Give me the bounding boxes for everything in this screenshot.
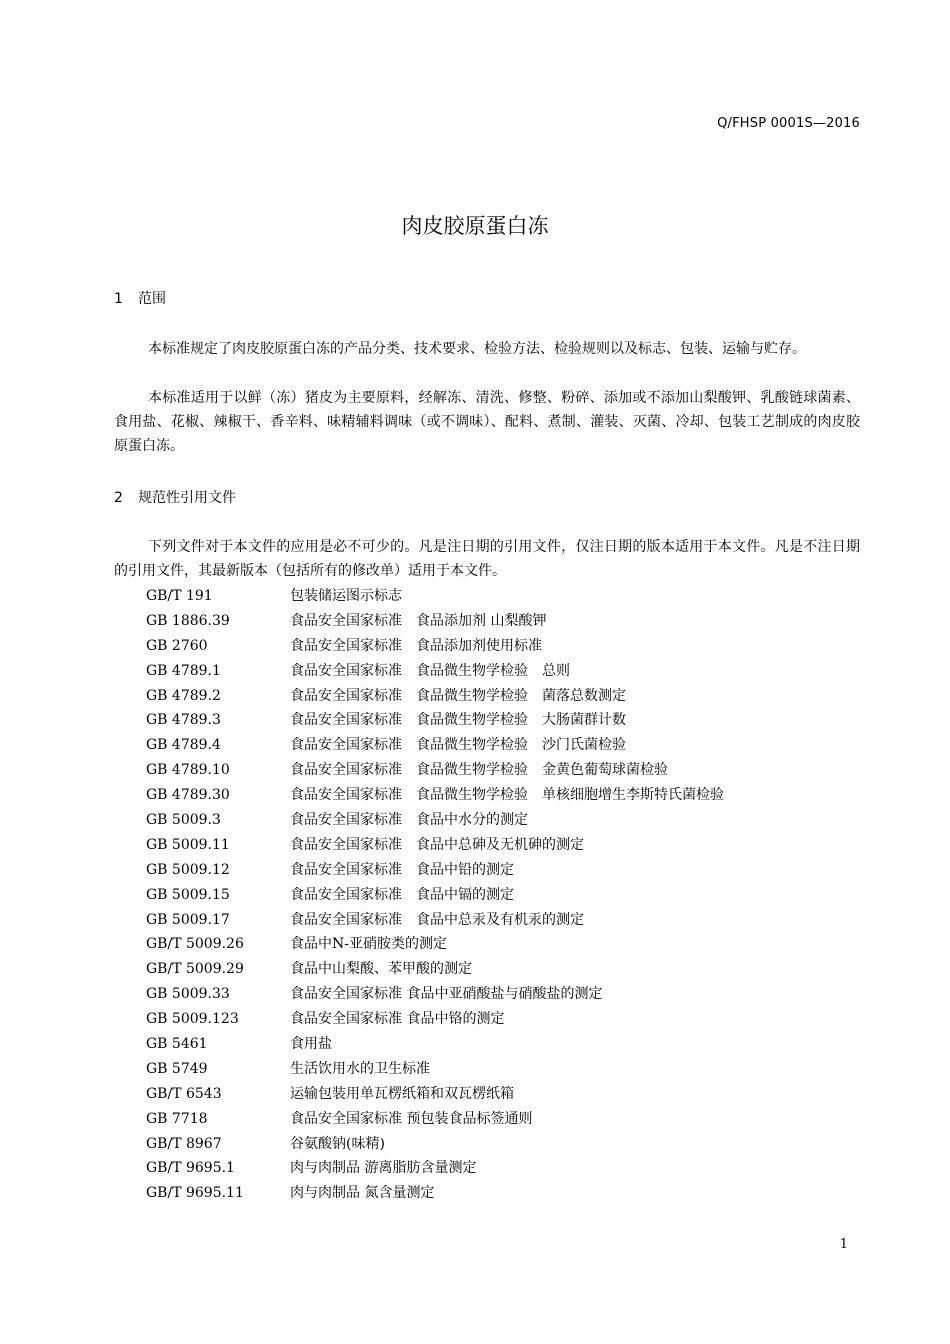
section-title: 范围 <box>138 291 166 307</box>
reference-title: 食品中山梨酸、苯甲酸的测定 <box>290 961 472 978</box>
reference-code: GB/T 6543 <box>146 1085 222 1102</box>
reference-row <box>146 808 724 833</box>
reference-code: GB 5009.123 <box>146 1011 239 1028</box>
reference-row <box>146 758 724 783</box>
reference-row <box>146 1057 724 1082</box>
reference-title: 食品安全国家标准 食品中总汞及有机汞的测定 <box>290 911 584 928</box>
reference-code: GB 4789.4 <box>146 737 221 754</box>
reference-row <box>146 1156 724 1181</box>
reference-code: GB 5009.3 <box>146 812 221 829</box>
reference-list <box>146 584 724 1206</box>
reference-code: GB/T 9695.1 <box>146 1160 235 1177</box>
reference-title: 食品安全国家标准 食品添加剂 山梨酸钾 <box>290 612 547 629</box>
reference-code: GB/T 5009.26 <box>146 936 244 953</box>
reference-row <box>146 1032 724 1057</box>
reference-title: 食品安全国家标准 预包装食品标签通则 <box>290 1110 533 1127</box>
reference-row <box>146 708 724 733</box>
reference-row <box>146 957 724 982</box>
reference-row <box>146 1181 724 1206</box>
reference-title: 食品安全国家标准 食品微生物学检验 菌落总数测定 <box>290 687 626 704</box>
reference-code: GB/T 9695.11 <box>146 1185 244 1202</box>
reference-row <box>146 659 724 684</box>
reference-code: GB 4789.2 <box>146 687 221 704</box>
reference-title: 食品中N-亚硝胺类的测定 <box>290 936 447 953</box>
reference-code: GB 5009.17 <box>146 911 230 928</box>
reference-row <box>146 908 724 933</box>
reference-title: 食品安全国家标准 食品微生物学检验 大肠菌群计数 <box>290 712 626 729</box>
reference-code: GB 5461 <box>146 1036 208 1053</box>
reference-title: 肉与肉制品 游离脂肪含量测定 <box>290 1160 477 1177</box>
reference-title: 生活饮用水的卫生标准 <box>290 1060 430 1077</box>
reference-title: 食品安全国家标准 食品中镉的测定 <box>290 886 514 903</box>
reference-row <box>146 634 724 659</box>
reference-title: 食品安全国家标准 食品微生物学检验 金黄色葡萄球菌检验 <box>290 762 668 779</box>
reference-title: 肉与肉制品 氮含量测定 <box>290 1185 435 1202</box>
reference-title: 食品安全国家标准 食品添加剂使用标准 <box>290 637 542 654</box>
reference-title: 食品安全国家标准 食品中总砷及无机砷的测定 <box>290 836 584 853</box>
reference-row <box>146 1007 724 1032</box>
reference-row <box>146 1132 724 1157</box>
reference-code: GB 5009.15 <box>146 886 230 903</box>
reference-code: GB 5749 <box>146 1060 208 1077</box>
reference-row <box>146 883 724 908</box>
scope-paragraph-2: 本标准适用于以鲜（冻）猪皮为主要原料，经解冻、清洗、修整、粉碎、添加或不添加山梨酸钾、乳酸链球菌素、食用盐、花椒、辣椒干、香辛料、味精辅料调味（或不调味）、配料、煮制、灌装、灭菌、冷却、包装工艺制成的肉皮胶原蛋白冻。 <box>114 390 860 454</box>
reference-title: 谷氨酸钠(味精) <box>290 1135 385 1152</box>
reference-code: GB 4789.30 <box>146 787 230 804</box>
reference-row <box>146 1107 724 1132</box>
reference-row <box>146 982 724 1007</box>
reference-row <box>146 733 724 758</box>
reference-code: GB 2760 <box>146 637 208 654</box>
reference-row <box>146 584 724 609</box>
section-heading-normative-references <box>114 487 236 507</box>
document-code: Q/FHSP 0001S—2016 <box>717 116 860 131</box>
page-number: 1 <box>839 1237 848 1252</box>
section-number: 2 <box>114 490 123 506</box>
reference-code: GB/T 5009.29 <box>146 961 244 978</box>
reference-code: GB 7718 <box>146 1110 208 1127</box>
reference-code: GB 4789.10 <box>146 762 230 779</box>
reference-row <box>146 609 724 634</box>
section-number: 1 <box>114 291 123 307</box>
reference-title: 食品安全国家标准 食品中水分的测定 <box>290 812 528 829</box>
reference-code: GB 4789.1 <box>146 662 221 679</box>
reference-title: 食品安全国家标准 食品微生物学检验 单核细胞增生李斯特氏菌检验 <box>290 787 724 804</box>
reference-title: 食品安全国家标准 食品中铅的测定 <box>290 861 514 878</box>
references-intro-paragraph: 下列文件对于本文件的应用是必不可少的。凡是注日期的引用文件，仅注日期的版本适用于本文件。凡是不注日期的引用文件，其最新版本（包括所有的修改单）适用于本文件。 <box>114 539 860 579</box>
scope-paragraph-1: 本标准规定了肉皮胶原蛋白冻的产品分类、技术要求、检验方法、检验规则以及标志、包装、运输与贮存。 <box>148 341 806 357</box>
section-title: 规范性引用文件 <box>138 490 236 506</box>
reference-row <box>146 684 724 709</box>
reference-title: 运输包装用单瓦楞纸箱和双瓦楞纸箱 <box>290 1085 514 1102</box>
reference-code: GB/T 191 <box>146 588 213 604</box>
reference-title: 食品安全国家标准 食品微生物学检验 总则 <box>290 662 570 679</box>
reference-row <box>146 783 724 808</box>
reference-code: GB 4789.3 <box>146 712 221 729</box>
document-title: 肉皮胶原蛋白冻 <box>401 214 549 238</box>
reference-code: GB 5009.11 <box>146 836 230 853</box>
reference-code: GB 5009.33 <box>146 986 230 1003</box>
reference-row <box>146 932 724 957</box>
reference-row <box>146 858 724 883</box>
reference-code: GB 1886.39 <box>146 612 230 629</box>
reference-code: GB 5009.12 <box>146 861 230 878</box>
reference-title: 食品安全国家标准 食品中铬的测定 <box>290 1011 505 1028</box>
reference-code: GB/T 8967 <box>146 1135 222 1152</box>
section-heading-scope <box>114 288 166 308</box>
reference-row <box>146 833 724 858</box>
reference-title: 食用盐 <box>290 1036 332 1053</box>
reference-title: 食品安全国家标准 食品微生物学检验 沙门氏菌检验 <box>290 737 626 754</box>
reference-row <box>146 1082 724 1107</box>
reference-title: 包装储运图示标志 <box>290 588 402 604</box>
reference-title: 食品安全国家标准 食品中亚硝酸盐与硝酸盐的测定 <box>290 986 603 1003</box>
